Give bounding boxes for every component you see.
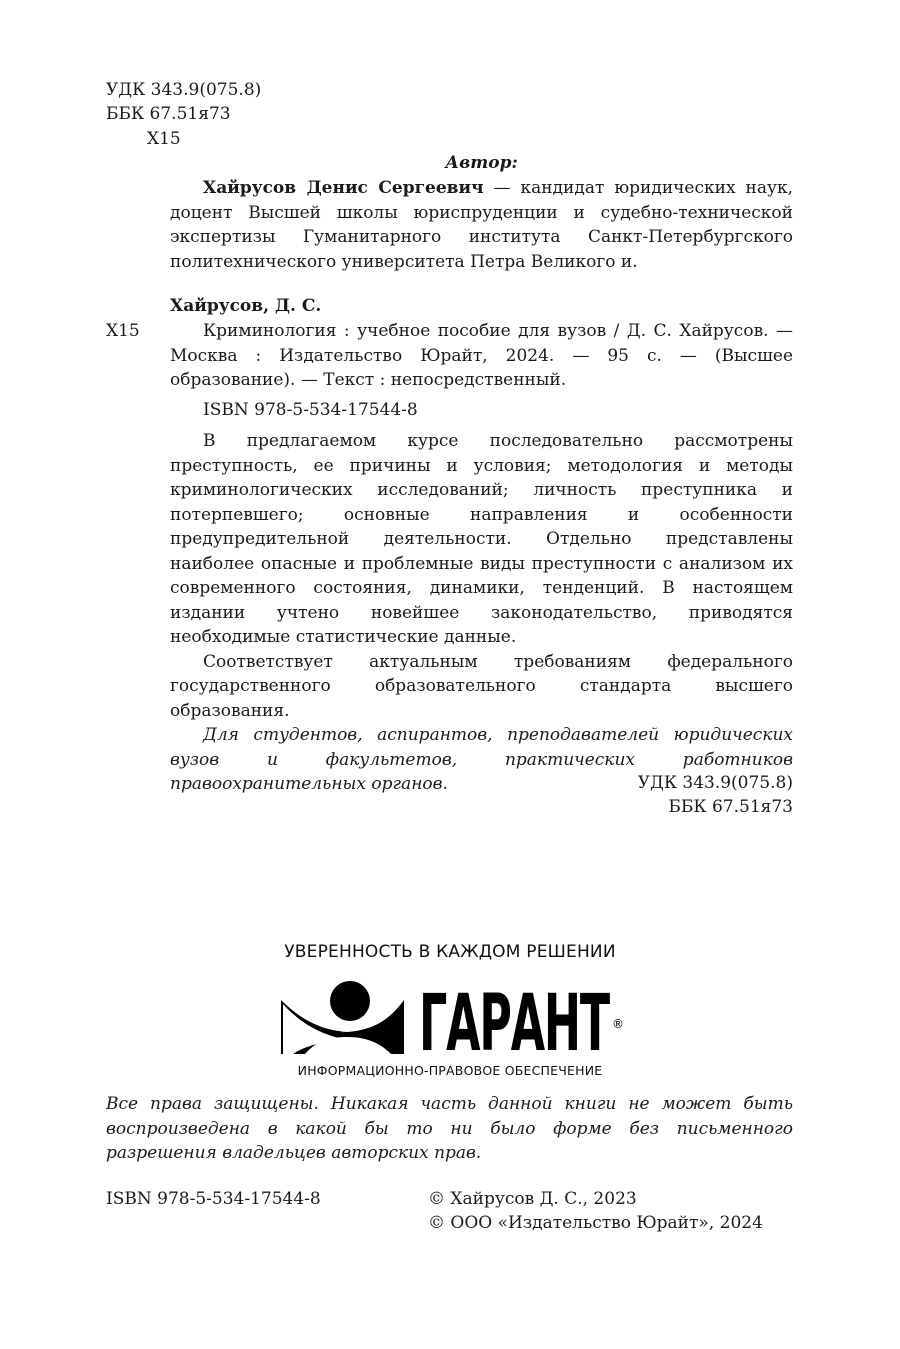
logo-subtitle: ИНФОРМАЦИОННО-ПРАВОВОЕ ОБЕСПЕЧЕНИЕ bbox=[297, 1063, 603, 1078]
author-line1 bbox=[170, 176, 793, 201]
footer-isbn: ISBN 978-5-534-17544-8 bbox=[106, 1189, 321, 1209]
author-heading: Автор: bbox=[445, 153, 518, 173]
author-desc-line1: — кандидат юридических наук, bbox=[483, 178, 794, 198]
annotation bbox=[170, 429, 793, 797]
garant-logo-graphic bbox=[279, 978, 624, 1058]
author-block bbox=[170, 176, 793, 274]
rights-notice: Все права защищены. Никакая часть данной книги не может быть воспроизведена в какой бы то ни было форме без письменного разрешения владельцев авторских прав. bbox=[106, 1094, 793, 1163]
copyright-publisher: © ООО «Издательство Юрайт», 2024 bbox=[428, 1213, 763, 1233]
logo-slogan: УВЕРЕННОСТЬ В КАЖДОМ РЕШЕНИИ bbox=[284, 942, 616, 962]
registered-mark: ® bbox=[612, 1017, 624, 1031]
bbk-footer: ББК 67.51я73 bbox=[668, 797, 793, 817]
udk-code: УДК 343.9(075.8) bbox=[106, 80, 262, 100]
annotation-paragraph-2: Соответствует актуальным требованиям федерального государственного образовательного стандарта высшего образования. bbox=[170, 651, 793, 721]
bib-isbn: ISBN 978-5-534-17544-8 bbox=[203, 400, 418, 420]
bib-mark: Х15 bbox=[106, 321, 140, 341]
bib-record: Криминология : учебное пособие для вузов / Д. С. Хайрусов. — Москва : Издательство Юрайт, 2024. — 95 с. — (Высшее образование). — Текст : непосредственный. bbox=[170, 321, 793, 390]
author-mark: Х15 bbox=[147, 129, 181, 149]
garant-emblem-icon bbox=[281, 981, 404, 1054]
garant-logo bbox=[279, 978, 624, 1058]
annotation-paragraph-1: В предлагаемом курсе последовательно рассмотрены преступность, ее причины и условия; методология и методы криминологических исследований; личность преступника и потерпевшего; основные направления и особенности предупредительной деятельности. Отдельно представлены наиболее опасные и проблемные виды преступности с анализом их современного состояния, динамики, тенденций. В настоящем издании учтено новейшее законодательство, приводятся необходимые статистические данные. bbox=[170, 431, 793, 647]
author-description: доцент Высшей школы юриспруденции и судебно-технической экспертизы Гуманитарного института Санкт-Петербургского политехнического университета Петра Великого и. bbox=[170, 202, 793, 272]
garant-wordmark: ГАРАНТ bbox=[419, 979, 611, 1058]
annotation-audience: Для студентов, аспирантов, преподавателей юридических вузов и факультетов, практических работников правоохранительных органов. bbox=[170, 725, 793, 794]
author-name: Хайрусов Денис Сергеевич bbox=[203, 178, 484, 198]
udk-footer: УДК 343.9(075.8) bbox=[637, 773, 793, 793]
bbk-code: ББК 67.51я73 bbox=[106, 104, 231, 124]
copyright-author: © Хайрусов Д. С., 2023 bbox=[428, 1189, 637, 1209]
bib-author-heading: Хайрусов, Д. С. bbox=[170, 296, 322, 316]
